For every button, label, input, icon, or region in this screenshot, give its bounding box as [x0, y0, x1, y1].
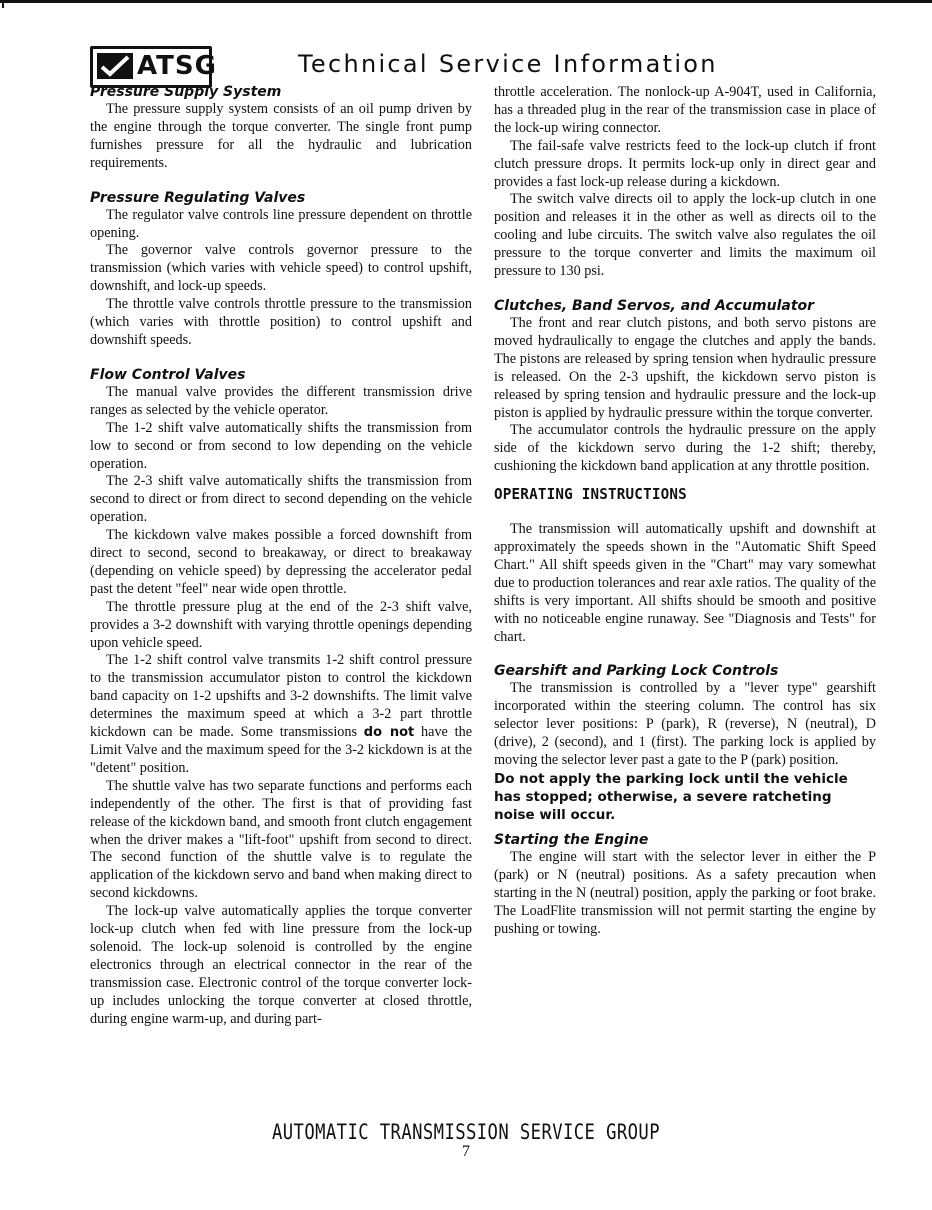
paragraph: The 2-3 shift valve automatically shifts the transmission from second to direct or from direct to second depending on the vehicle operation.	[90, 473, 472, 526]
paragraph: The lock-up valve automatically applies the torque converter lock-up clutch when fed with line pressure from the lock-up solenoid. The lock-up solenoid is controlled by the engine electronics through an electrical connector in the rear of the transmission case. Electronic control of the torque converter lock-up includes unlocking the torque converter at closed throttle, during engine warm-up, and during part-	[90, 903, 472, 1027]
checkmark-icon	[97, 53, 133, 79]
emphasis-text: do not	[363, 725, 415, 741]
paragraph: The transmission is controlled by a "lever type" gearshift incorporated within the steering column. The control has six selector lever positions: P (park), R (reverse), N (neutral), D (drive), 2 (second), and 1 (first). The parking lock is applied by moving the selector lever past a gate to the P (park) position.	[494, 680, 876, 769]
page-number: 7	[462, 1143, 470, 1160]
paragraph-text: have the Limit Valve and the maximum speed for the 3-2 kickdown is at the "detent" position.	[90, 724, 472, 776]
paragraph: The engine will start with the selector lever in either the P (park) or N (neutral) positions. As a safety precaution when starting in the N (neutral) position, apply the parking or foot brake. The LoadFlite transmission will not permit starting the engine by pushing or towing.	[494, 849, 876, 937]
page-header-title: Technical Service Information	[298, 50, 718, 78]
corner-mark	[2, 2, 12, 8]
paragraph: The shuttle valve has two separate functions and performs each independently of the other. The first is that of providing fast release of the kickdown band, and smooth front clutch engagement when the driver makes a "lift-foot" upshift from second to direct. The second function of the shuttle valve is to regulate the application of the kickdown servo and band when making direct to second kickdowns.	[90, 777, 472, 902]
section-heading-starting-engine: Starting the Engine	[494, 832, 649, 848]
paragraph: The governor valve controls governor pressure to the transmission (which varies with vehicle speed) to control upshift, downshift, and lock-up speeds.	[90, 242, 472, 295]
section-heading-operating-instructions: OPERATING INSTRUCTIONS	[494, 485, 687, 504]
paragraph: The transmission will automatically upshift and downshift at approximately the speeds shown in the "Automatic Shift Speed Chart." All shift speeds given in the "Chart" may vary somewhat due to production tolerances and rear axle ratios. The quality of the shifts is very important. All shifts should be smooth and positive with no noticeable engine runaway. See "Diagnosis and Tests" for chart.	[494, 521, 876, 645]
paragraph: throttle acceleration. The nonlock-up A-904T, used in California, has a threaded plug in the rear of the transmission case in place of the lock-up wiring connector.	[494, 84, 876, 136]
paragraph: The throttle valve controls throttle pressure to the transmission (which varies with throttle position) to control upshift and downshift speeds.	[90, 296, 472, 348]
paragraph: The front and rear clutch pistons, and both servo pistons are moved hydraulically to engage the clutches and apply the bands. The pistons are released by spring tension when hydraulic pressure is released. On the 2-3 upshift, the kickdown servo piston is released by spring tension and hydraulic pressure and the lock-up piston is applied by hydraulic pressure within the torque converter.	[494, 314, 876, 421]
section-heading-pressure-supply: Pressure Supply System	[90, 84, 282, 100]
section-heading-clutches: Clutches, Band Servos, and Accumulator	[494, 297, 815, 314]
left-column	[90, 84, 472, 1029]
logo-text: ATSG	[137, 51, 217, 81]
paragraph: The switch valve directs oil to apply the lock-up clutch in one position and releases it in the other as well as directs oil to the cooling and lube circuits. The switch valve also regulates the oil pressure to the torque converter and limits the maximum oil pressure to 130 psi.	[494, 191, 876, 280]
paragraph: The throttle pressure plug at the end of the 2-3 shift valve, provides a 3-2 downshift with varying throttle openings depending upon vehicle speed.	[90, 598, 472, 651]
right-column	[494, 84, 876, 939]
paragraph: The 1-2 shift valve automatically shifts the transmission from low to second or from second to low depending on the vehicle operation.	[90, 419, 472, 472]
paragraph-text: The 1-2 shift control valve transmits 1-2 shift control pressure to the transmission accumulator piston to control the kickdown band capacity on 1-2 upshifts and 3-2 downshifts. The limit valve determines the maximum speed at which a 3-2 part throttle kickdown can be made. Some transmissions	[90, 652, 472, 741]
section-heading-gearshift: Gearshift and Parking Lock Controls	[494, 663, 779, 680]
section-heading-pressure-regulating: Pressure Regulating Valves	[90, 189, 306, 206]
paragraph: The manual valve provides the different transmission drive ranges as selected by the vehicle operator.	[90, 383, 472, 418]
top-rule	[0, 0, 932, 3]
paragraph: The kickdown valve makes possible a forced downshift from direct to second, second to breakaway, or direct to breakaway (depending on vehicle speed) by depressing the accelerator pedal past the detent "feel" near wide open throttle.	[90, 527, 472, 597]
paragraph: The fail-safe valve restricts feed to the lock-up clutch if front clutch pressure drops. It permits lock-up only in direct gear and provides a fast lock-up release during a kickdown.	[494, 137, 876, 190]
paragraph: The pressure supply system consists of an oil pump driven by the engine through the torque converter. The single front pump furnishes pressure for all the hydraulic and lubrication requirements.	[90, 101, 472, 171]
section-heading-flow-control: Flow Control Valves	[90, 366, 246, 383]
paragraph-limit-valve	[90, 652, 472, 777]
paragraph: The accumulator controls the hydraulic pressure on the apply side of the kickdown servo during the 1-2 shift; thereby, cushioning the kickdown band application at any throttle position.	[494, 422, 876, 475]
paragraph: The regulator valve controls line pressure dependent on throttle opening.	[90, 206, 472, 241]
atsg-logo	[90, 46, 217, 88]
footer-organization: AUTOMATIC TRANSMISSION SERVICE GROUP	[272, 1120, 660, 1144]
warning-note: Do not apply the parking lock until the vehicle has stopped; otherwise, a severe ratcheting noise will occur.	[494, 771, 848, 823]
